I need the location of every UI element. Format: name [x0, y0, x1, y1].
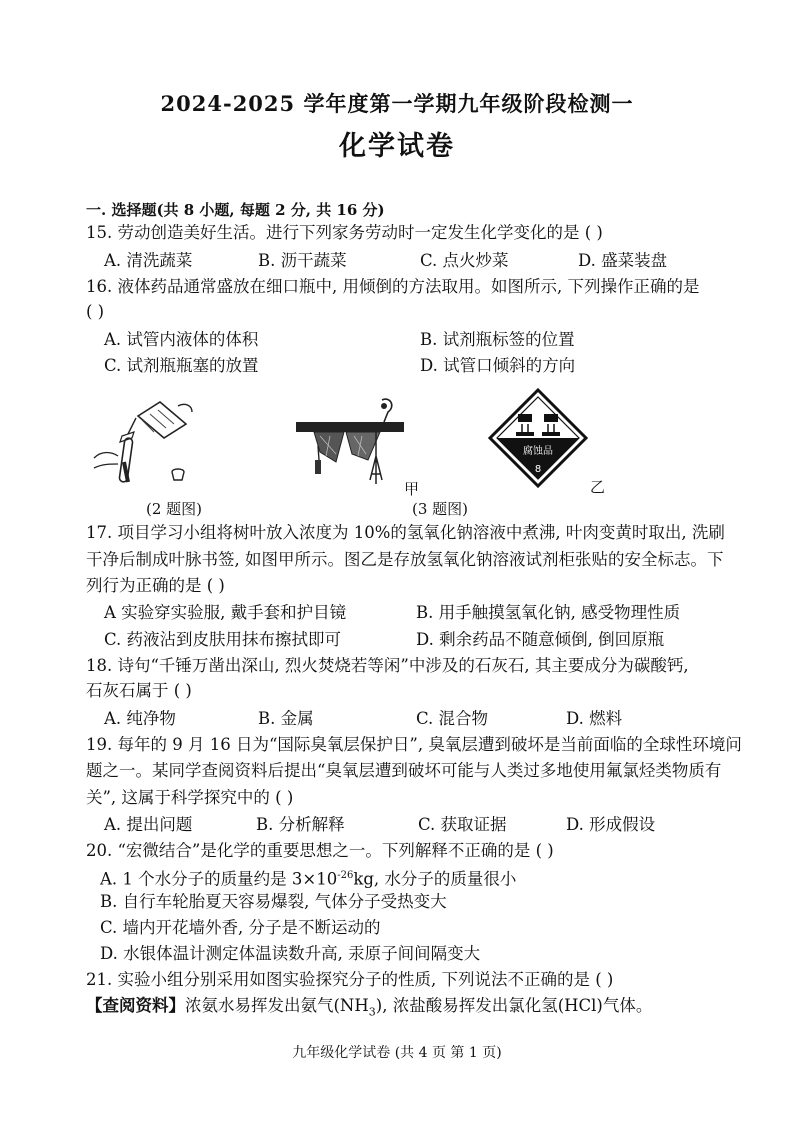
q21-reference	[86, 994, 652, 1024]
q21-reference-text-1: 浓氨水易挥发出氨气(NH	[185, 996, 369, 1015]
q19-option-c: C. 获取证据	[418, 815, 507, 834]
leaf-bookmark-figure	[296, 396, 404, 486]
q21-reference-subscript: 3	[368, 1005, 376, 1019]
exam-title: 2024-2025 学年度第一学期九年级阶段检测一	[160, 91, 634, 116]
q21-reference-text-2: ), 浓盐酸易挥发出氯化氢(HCl)气体。	[375, 996, 653, 1015]
corrosive-sign-label: 腐蚀品	[523, 446, 553, 457]
q19-stem-line3: 关”, 这属于科学探究中的 ( )	[86, 788, 294, 807]
q15-option-c: C. 点火炒菜	[420, 251, 509, 270]
q15-option-d: D. 盛菜装盘	[578, 251, 668, 270]
q17-option-b: B. 用手触摸氢氧化钠, 感受物理性质	[416, 603, 681, 622]
q19-option-a: A. 提出问题	[104, 815, 193, 834]
pouring-liquid-figure	[88, 398, 198, 490]
q20-option-b: B. 自行车轮胎夏天容易爆裂, 气体分子受热变大	[100, 892, 447, 911]
corrosive-sign-figure	[488, 388, 588, 488]
q15-stem: 15. 劳动创造美好生活。进行下列家务劳动时一定发生化学变化的是 ( )	[86, 223, 603, 242]
figure-caption-q2: (2 题图)	[146, 500, 203, 518]
q15-option-a: A. 清洗蔬菜	[104, 251, 193, 270]
q16-stem-line1: 16. 液体药品通常盛放在细口瓶中, 用倾倒的方法取用。如图所示, 下列操作正确的是	[86, 277, 700, 296]
q15-option-b: B. 沥干蔬菜	[258, 251, 347, 270]
figure-yi-label: 乙	[590, 478, 606, 496]
q17-option-a: A 实验穿实验服, 戴手套和护目镜	[104, 603, 347, 622]
q18-stem-line2: 石灰石属于 ( )	[86, 681, 192, 700]
q20-option-a-exponent: -26	[337, 870, 354, 881]
q20-option-a-unit: kg, 水分子的质量很小	[353, 869, 517, 889]
q19-stem-line1: 19. 每年的 9 月 16 日为“国际臭氧层保护日”, 臭氧层遭到破坏是当前面临的全球性环境问	[86, 735, 742, 754]
q20-option-c: C. 墙内开花墙外香, 分子是不断运动的	[100, 918, 381, 937]
q18-stem-line1: 18. 诗句“千锤万凿出深山, 烈火焚烧若等闲”中涉及的石灰石, 其主要成分为碳酸钙,	[86, 656, 689, 675]
q20-option-a	[100, 864, 516, 892]
section-heading: 一. 选择题(共 8 小题, 每题 2 分, 共 16 分)	[86, 201, 385, 219]
q17-option-c: C. 药液沾到皮肤用抹布擦拭即可	[104, 630, 342, 649]
q20-stem: 20. “宏微结合”是化学的重要思想之一。下列解释不正确的是 ( )	[86, 841, 554, 860]
q17-stem-line3: 列行为正确的是 ( )	[86, 576, 225, 595]
q18-option-d: D. 燃料	[566, 709, 623, 728]
q18-option-a: A. 纯净物	[104, 709, 176, 728]
q18-option-b: B. 金属	[258, 709, 314, 728]
q16-option-a: A. 试管内液体的体积	[104, 330, 259, 349]
figure-jia-label: 甲	[404, 480, 420, 498]
q21-stem: 21. 实验小组分别采用如图实验探究分子的性质, 下列说法不正确的是 ( )	[86, 970, 614, 989]
exam-subtitle: 化学试卷	[339, 131, 455, 162]
q19-option-b: B. 分析解释	[256, 815, 345, 834]
q20-option-a-text: A. 1 个水分子的质量约是 3×10	[100, 869, 338, 889]
figure-caption-q3: (3 题图)	[412, 500, 469, 518]
q17-stem-line2: 干净后制成叶脉书签, 如图甲所示。图乙是存放氢氧化钠溶液试剂柜张贴的安全标志。下	[86, 550, 724, 569]
q16-option-b: B. 试剂瓶标签的位置	[420, 330, 575, 349]
q18-option-c: C. 混合物	[416, 709, 489, 728]
q20-option-d: D. 水银体温计测定体温读数升高, 汞原子间间隔变大	[100, 944, 481, 963]
q17-stem-line1: 17. 项目学习小组将树叶放入浓度为 10%的氢氧化钠溶液中煮沸, 叶肉变黄时取出, 洗刷	[86, 523, 725, 542]
q16-option-d: D. 试管口倾斜的方向	[420, 356, 576, 375]
q16-stem-line2: ( )	[86, 302, 105, 321]
q21-reference-label: 【查阅资料】	[86, 996, 185, 1015]
q19-stem-line2: 题之一。某同学查阅资料后提出“臭氧层遭到破坏可能与人类过多地使用氟氯烃类物质有	[86, 761, 722, 780]
q16-option-c: C. 试剂瓶瓶塞的放置	[104, 356, 259, 375]
q19-option-d: D. 形成假设	[566, 815, 656, 834]
q17-option-d: D. 剩余药品不随意倾倒, 倒回原瓶	[416, 630, 665, 649]
page-footer: 九年级化学试卷 (共 4 页 第 1 页)	[292, 1045, 502, 1061]
corrosive-sign-class: 8	[534, 464, 542, 475]
